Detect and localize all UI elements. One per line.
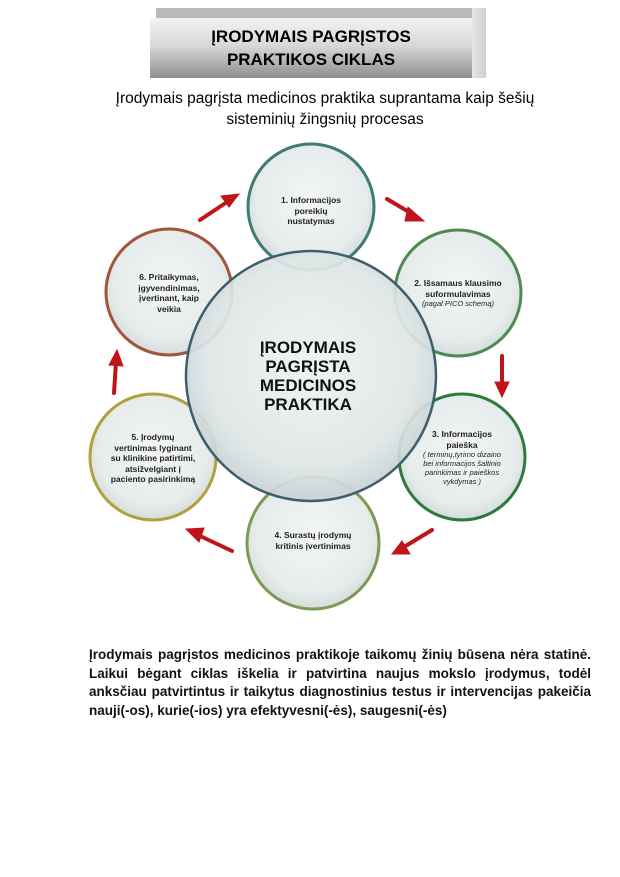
- step-label-line: vertinimas lyginant: [114, 442, 192, 453]
- arrow-5-to-6-head: [109, 350, 123, 366]
- arrow-4-to-5: [198, 535, 232, 551]
- step-label-line: įgyvendinimas,: [138, 282, 200, 293]
- step-label-line: 4. Surastų įrodymų: [274, 530, 352, 540]
- step-label-line: poreikių: [294, 205, 328, 216]
- arrow-1-to-2-head: [405, 207, 424, 221]
- subtitle-line-1: Įrodymais pagrįsta medicinos praktika suprantama kaip šešių: [115, 90, 535, 107]
- subtitle-line-2: sisteminių žingsnių procesas: [226, 111, 424, 128]
- step-note: (pagal PICO schemą): [421, 299, 495, 308]
- center-label-line: PRAKTIKA: [264, 395, 352, 414]
- center-label-line: PAGRĮSTA: [265, 357, 351, 376]
- step-label-line: su klinikine patirtimi,: [110, 453, 196, 463]
- step-label-line: paieška: [446, 439, 478, 450]
- center-label-line: ĮRODYMAIS: [259, 338, 357, 357]
- step-label-4: [258, 530, 368, 551]
- step-label-1: [261, 195, 361, 227]
- arrow-4-to-5-head: [186, 528, 204, 542]
- step-label-line: nustatymas: [287, 216, 335, 226]
- step-label-line: paciento pasirinkimą: [110, 474, 196, 484]
- title-line-1: ĮRODYMAIS PAGRĮSTOS: [211, 27, 411, 46]
- arrow-3-to-4: [404, 530, 432, 547]
- step-label-line: 1. Informacijos: [281, 195, 341, 205]
- step-label-6: [124, 272, 214, 314]
- step-label-line: įvertinant, kaip: [139, 293, 199, 303]
- step-label-line: suformulavimas: [425, 288, 491, 299]
- step-label-line: 6. Pritaikymas,: [139, 272, 199, 282]
- explanation-paragraph: Įrodymais pagrįstos medicinos praktikoje taikomų žinių būsena nėra statinė. Laikui bėgant ciklas iškelia ir patvirtina naujus mokslo įrodymus, todėl anksčiau patvirtintus ir taikytus diagnostinius testus ir intervencijas pakeičia nauji(-os), kurie(-ios) yra efektyvesni(-ės), saugesni(-ės): [89, 647, 591, 718]
- step-label-line: 3. Informacijos: [432, 429, 492, 439]
- step-label-3: [417, 429, 507, 486]
- center-label: [222, 338, 394, 414]
- step-note: ( terminų,tyrimo dizaino bei informacijos šaltinio parinkimas ir paieškos vykdymas ): [423, 450, 501, 486]
- title-line-2: PRAKTIKOS CIKLAS: [226, 50, 396, 69]
- arrow-5-to-6: [114, 362, 116, 393]
- step-label-line: kritinis įvertinimas: [275, 540, 351, 551]
- step-label-5: [98, 432, 208, 485]
- step-label-line: 5. Įrodymų: [131, 432, 175, 442]
- step-label-2: [404, 278, 512, 308]
- arrow-2-to-3-head: [495, 382, 509, 397]
- step-label-line: veikia: [157, 303, 181, 314]
- step-label-line: 2. Išsamaus klausimo: [414, 278, 502, 288]
- step-label-line: atsižvelgiant į: [125, 463, 181, 474]
- center-label-line: MEDICINOS: [259, 376, 357, 395]
